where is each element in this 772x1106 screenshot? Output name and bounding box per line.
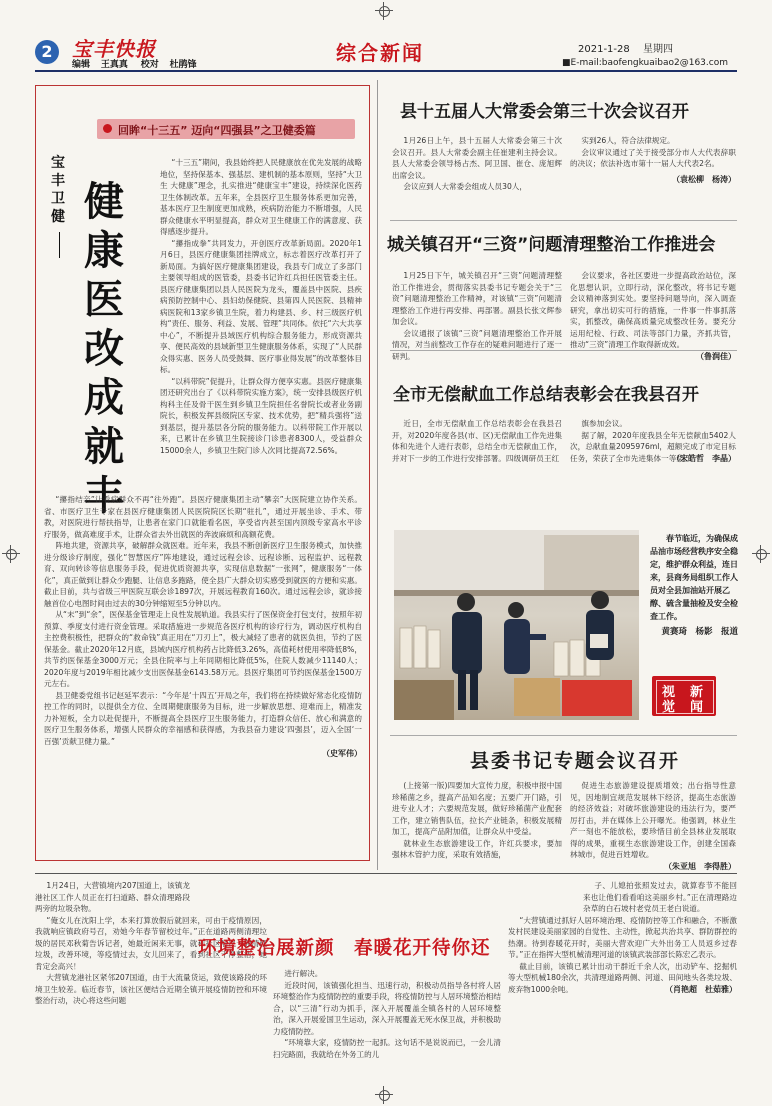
proof-label: 校对 bbox=[140, 60, 159, 70]
article1-title: 县十五届人大常委会第三十次会议召开 bbox=[400, 102, 689, 122]
bottom-article-title: 环境整治展新颜 春暖花开待你还 bbox=[198, 938, 491, 959]
bottom-paragraph: “大营镇通过抓好人居环境治理、疫情防控等工作和融合，不断激发村民建设美丽家园的自觉性、主动性，掀起共治共享、群防群控的热潮。待到春暖花开时，美丽大营欢迎广大外出务工人员返乡过春节。”正在指挥大型机械清理河道的该镇武装部部长陈宏乙表示。 bbox=[508, 915, 737, 959]
proofreader-name: 杜鹃锋 bbox=[169, 60, 197, 70]
page-number-badge bbox=[35, 40, 59, 64]
badge-char: 闻 bbox=[690, 700, 704, 715]
feature-kicker-dash bbox=[59, 232, 60, 258]
article3-title: 全市无偿献血工作总结表彰会在我县召开 bbox=[393, 385, 699, 405]
feature-banner-icon bbox=[103, 124, 112, 133]
feature-kicker: 宝丰卫健 bbox=[51, 155, 65, 225]
article3-paragraph: 旗参加会议。 bbox=[581, 419, 627, 428]
article3-col1 bbox=[392, 418, 562, 464]
feature-paragraph-5: 阵地共建，资源共享，破解群众就医难。近年来，我县不断创新医疗卫生服务模式，加快推进分级诊疗制度，强化“智慧医疗”阵地建设，通过远程会诊、远程诊断、远程监护、远程教育、双向转诊等信息服务手段，促进优质资源共享，实现信息数据“一张网”，健康服务“一体化”，真正做到让群众少跑腿、让信息多跑路，使全县广大群众切实感受到就医的方便和实惠。截止目前，共与省级三甲医院互联会诊1897次，开展远程教育160次。通过远程会诊，就诊接触首位心电图时间由过去的30分钟缩短至5分钟以内。 bbox=[44, 541, 362, 608]
article2-paragraph: 1月25日下午，城关镇召开“三资”问题清理整治工作推进会，贯彻落实县委书记专题会关于“三资”问题清理整治工作精神，对该镇“三资”问题清理整治工作进行再安排、再部署。副县长张文辉参加会议。 bbox=[392, 271, 562, 326]
editor-label: 编辑 bbox=[72, 60, 91, 70]
article1-byline: （袁松柳 杨涛） bbox=[672, 174, 736, 184]
bottom-article-col2 bbox=[273, 968, 501, 1060]
news-photo bbox=[394, 530, 639, 720]
badge-char: 觉 bbox=[662, 700, 676, 715]
bottom-paragraph: 截止目前，该镇已累计出动干群近千余人次，出动铲车、挖掘机等大型机械180余次，共清理道路两侧、河道、田间地头各类垃圾、废弃物1000余吨。 bbox=[508, 961, 737, 994]
section-title: 综合新闻 bbox=[336, 41, 424, 65]
boxes bbox=[394, 678, 632, 720]
page-number: 2 bbox=[41, 42, 53, 61]
email-line: ■E-mail:baofengkuaibao2@163.com bbox=[562, 58, 728, 68]
feature-paragraph-6: 从“末”到“余”，医保基金管理走上良性发展轨道。我县实行了医保资金打包支付，按照年初预算、季度支付进行资金管理。采取措施进一步规范各医疗机构的诊疗行为，调动医疗机构自主控费积极性，把群众的“救命钱”真正用在“刀刃上”，极大减轻了患者的就医负担，节约了医保基金。截止2020年12月底，县域内医疗机构药占比降低3.26%，高值耗材使用率降低8%，共节约医保基金3000万元；全县住院率与上年同期相比降低5%，住院人数减少11140人；2020年度与2019年相比减少支出医保基金6143.58万元。县医疗集团可节约医保基金1500万元左右。 bbox=[44, 610, 362, 688]
article2-paragraph: 会议通报了该镇“三资”问题清理整治工作开展情况，对当前整改工作存在的疑难问题进行了逐一研判。 bbox=[392, 328, 562, 361]
article3-paragraph: 据了解，2020年度我县全年无偿献血5402人次，总献血量2095976ml，超额完成了市定目标任务，荣获了全市先进集体一等奖。 bbox=[570, 430, 736, 463]
photo-byline: 黄赛琦 杨影 报道 bbox=[661, 627, 738, 637]
feature-paragraph-4: “攥指结亲”让看病群众不再“往外跑”。县医疗健康集团主动“攀亲”大医院建立协作关系。省、市医疗卫生专家在县医疗健康集团人民医院院区长期“驻扎”，通过开展坐诊、手术、带教，对医院进行帮扶指导，让患者在家门口就能看名医，享受省内甚至国内顶级专家高水平诊疗服务，做高难度手术，让群众省去外出就医的奔波麻烦和高额花费。 bbox=[44, 495, 362, 539]
article1-paragraph: 1月26日上午，县十五届人大常委会第三十次会议召开。县人大常委会副主任崔建利主持会议。县人大常委会领导杨占杰、阿卫国、崔仓、庞旭辉出席会议。 bbox=[392, 136, 562, 180]
photo-caption-text: 春节临近，为确保成品油市场经营秩序安全稳定，维护群众利益，连日来，县商务局组织工作人员对全县加油站开展乙醇、硫含量抽检及安全检查工作。 bbox=[650, 533, 738, 621]
article-separator bbox=[390, 220, 737, 221]
bottom-paragraph: 大营镇龙港社区紧邻207国道，由于大流量货运，致使该路段的环境卫生较差。临近春节，该社区便结合近期全镇开展疫情防控和环境整治行动，决心将这些问题 bbox=[35, 973, 267, 1005]
registration-mark-top bbox=[375, 2, 393, 20]
visual-news-badge bbox=[652, 676, 716, 716]
article4-col1 bbox=[392, 780, 562, 861]
feature-paragraph-7: 县卫健委党组书记赵延军表示：“今年是‘十四五’开局之年，我们将在持续做好常态化疫情防控工作的同时，以提供全方位、全周期健康服务为目标，进一步解放思想、迎难而上，精准发力补短板，全力以赴促提升，不断提高全县医疗卫生服务能力，打造群众信任、放心和满意的医疗卫生服务体系，增强人民群众的幸福感和获得感，为我县奋力建设‘四强县’，迈入全国‘一百强’贡献卫健力量。” bbox=[44, 690, 362, 746]
date-line bbox=[578, 40, 673, 55]
photo-caption bbox=[650, 532, 738, 637]
header-rule bbox=[35, 70, 737, 72]
bottom-paragraph: “环境靠大家，疫情防控一起抓。这句话不是说说而已，一会儿清扫完路面，我就给在外务工的儿 bbox=[273, 1038, 501, 1059]
article2-title: 城关镇召开“三资”问题清理整治工作推进会 bbox=[387, 235, 716, 255]
article3-col2 bbox=[570, 418, 736, 464]
bottom-paragraph: “俺女儿在沈阳上学，本来打算放假后就回来，可由于疫情原因，我就响应镇政府号召，劝她今年春节留校过年。”正在道路两侧清理垃圾的居民邓秋菊告诉记者，她最近闲来无事，就和社区居民一起清理垃圾，改善环境，等疫情过去，女儿回来了，看到社区干净整洁，她肯定会高兴！ bbox=[35, 915, 267, 971]
bottom-byline: （肖艳超 杜茹雅） bbox=[665, 985, 737, 994]
article-separator bbox=[390, 350, 737, 351]
article2-byline: （鲁润佳） bbox=[696, 351, 736, 361]
article4-paragraph: 促进生态旅游建设提质增效；出台指导性意见，因地制宜规范发展林下经济，提高生态旅游的经济效益；对破坏旅游建设的违法行为，要严厉打击，并在媒体上公开曝光。他强调，林业生产一刻也不能放松，要珍惜目前全县林业发展取得的成果，重视生态旅游建设工作，创建全国森林城市，促进百姓增收。 bbox=[570, 781, 736, 859]
article3-paragraph: 近日，全市无偿献血工作总结表彰会在我县召开，对2020年度各县(市、区)无偿献血工作先进集体和先进个人进行表彰，总结全市无偿献血工作，并对下一步的工作进行安排部署。四级调研员王红 bbox=[392, 419, 562, 463]
paper-name: 宝丰快报 bbox=[72, 37, 156, 61]
article4-byline: （朱亚旭 李得胜） bbox=[664, 861, 736, 871]
bottom-paragraph: 子、儿媳拍张照发过去，就算春节不能回来也让他们看看咱这美丽乡村。”正在清理路边杂草的白石坡村老党员王老白说道。 bbox=[583, 881, 737, 913]
feature-banner-text: 回眸“十三五” 迈向“四强县”之卫健委篇 bbox=[118, 124, 316, 137]
article1-col1 bbox=[392, 135, 562, 193]
article4-col2 bbox=[570, 780, 736, 872]
staff-line bbox=[72, 57, 197, 70]
feature-paragraph-3: “以科带院”促提升，让群众得方便享实惠。县医疗健康集团还研究出台了《以科带院实施方案》，统一安排县级医疗机构科主任及骨干医生到乡镇卫生院担任名誉院长或者业务副院长，积极发挥县级院区专家、技术优势，把“精兵强将”送到基层，提升基层各分院的服务能力。以科带院工作开展以来，已累计在乡镇卫生院接诊门诊患者8300人，受益群众15000余人，乡镇卫生院门诊人次同比提高72.56%。 bbox=[160, 376, 362, 455]
article1-col2 bbox=[570, 135, 736, 185]
article-separator bbox=[390, 735, 737, 736]
feature-banner bbox=[97, 119, 355, 139]
bottom-article-col3 bbox=[508, 880, 737, 995]
officer-1 bbox=[452, 593, 482, 710]
bottom-separator bbox=[35, 873, 737, 874]
photo-scene bbox=[394, 530, 639, 720]
article2-col1 bbox=[392, 270, 562, 362]
article2-col2 bbox=[570, 270, 736, 362]
article4-title: 县委书记专题会议召开 bbox=[470, 750, 681, 772]
article2-paragraph: 会议要求，各社区要进一步提高政治站位，深化思想认识，立即行动，深化整改，将书记专题会议精神落到实处。要坚持问题导向，深入调查研究，拿出切实可行的措施，一件事一件事抓落实，抓整改，确保高质量完成整改任务。要充分运用纪检、行政、司法等部门力量，齐抓共管，推动“三资”清理工作取得新成效。 bbox=[570, 271, 736, 349]
feature-body-bottom bbox=[44, 494, 362, 759]
officer-3 bbox=[586, 591, 614, 660]
article1-paragraph: 会议应到人大常委会组成人员30人， bbox=[403, 182, 527, 191]
feature-body-top bbox=[160, 157, 362, 456]
badge-char: 新 bbox=[690, 685, 704, 700]
registration-mark-left bbox=[2, 545, 20, 563]
article1-paragraph: 会议审议通过了关于接受部分市人大代表辞职的决议；依法补选市第十一届人大代表2名。 bbox=[570, 147, 736, 168]
issue-weekday: 星期四 bbox=[642, 44, 673, 55]
registration-mark-bottom bbox=[375, 1086, 393, 1104]
editor-name: 王真真 bbox=[100, 60, 128, 70]
bottom-paragraph: 1月24日，大营镇境内207国道上，该镇龙港社区工作人员正在打扫道路、群众清理路段两旁的垃圾杂物。 bbox=[35, 881, 190, 913]
column-divider bbox=[377, 80, 378, 870]
bottom-paragraph: 进行解决。 bbox=[284, 969, 323, 978]
article3-byline: （宋皓哲 李晶） bbox=[672, 454, 736, 463]
badge-char: 视 bbox=[662, 685, 676, 700]
feature-byline: （史军伟） bbox=[322, 749, 362, 758]
registration-mark-right bbox=[752, 545, 770, 563]
officer-2 bbox=[504, 602, 546, 674]
feature-paragraph-2: “攥指成拳”共同发力，开创医疗改革新局面。2020年1月6日，县医疗健康集团挂牌成立，标志着医疗改革打开了新局面。为搞好医疗健康集团建设，我县专门成立了多部门主要领导组成的医管委，县委书记许红兵担任医管委主任。县医疗健康集团以县人民医院为龙头，覆盖县中医院、县疾病预防控制中心、县妇幼保健院、县第四人民医院、县精神病医院和13家乡镇卫生院，着力构建县、乡、村三级医疗机构“责任、服务、利益、发展、管理”共同体。依托“六大共享中心”，不断提升县域医疗机构综合服务能力，形成资源共享、便民高效的县域新型卫生健康服务体系，实现了“人民群众得实惠、医务人员受鼓舞、医疗事业得发展”的改革整体目标。 bbox=[160, 238, 362, 374]
issue-date: 2021-1-28 bbox=[578, 44, 630, 55]
shelf-bottles bbox=[400, 626, 600, 676]
article4-paragraph: (上接第一版)四要加大宣传力度，积极申报中国珍稀菌之乡，提高产品知名度；五要广开门路，引进专业人才；六要规范发展，做好珍稀菌产业配套工作，建立销售队伍，拉长产业链条，积极发展精加工，提高产品附加值，让群众从中受益。 bbox=[392, 781, 562, 836]
article1-paragraph: 实到26人，符合法律规定。 bbox=[581, 136, 675, 145]
article4-paragraph: 就林业生态旅游建设工作，许红兵要求，要加强林木管护力度，采取有效措施， bbox=[392, 838, 562, 859]
feature-headline: 健康医改成就丰 bbox=[84, 179, 124, 519]
bottom-paragraph: 近段时间，该镇强化担当、迅速行动，积极动员指导各村将人居环境整治作为疫情防控的重要手段，将疫情防控与人居环境整治相结合，以“三清”行动为抓手，深入开展覆盖全镇各村的人居环境整治，深入开展爱国卫生运动，深入开展覆盖无死水保卫战，并积极助力疫情防控。 bbox=[273, 980, 501, 1036]
feature-paragraph-1: “十三五”期间，我县始终把人民健康放在优先发展的战略地位，坚持保基本、强基层、建机制的基本原则，坚持“大卫生 大健康”理念，扎实推进“健康宝丰”建设，持续深化医药卫生体制改革。五年来，全县医疗卫生服务体系更加完善，基本医疗卫生制度更加成熟，疾病防治能力不断增强，人民群众健康水平明显提高，群众对卫生健康工作的满意度、获得感逐步提升。 bbox=[160, 158, 362, 236]
